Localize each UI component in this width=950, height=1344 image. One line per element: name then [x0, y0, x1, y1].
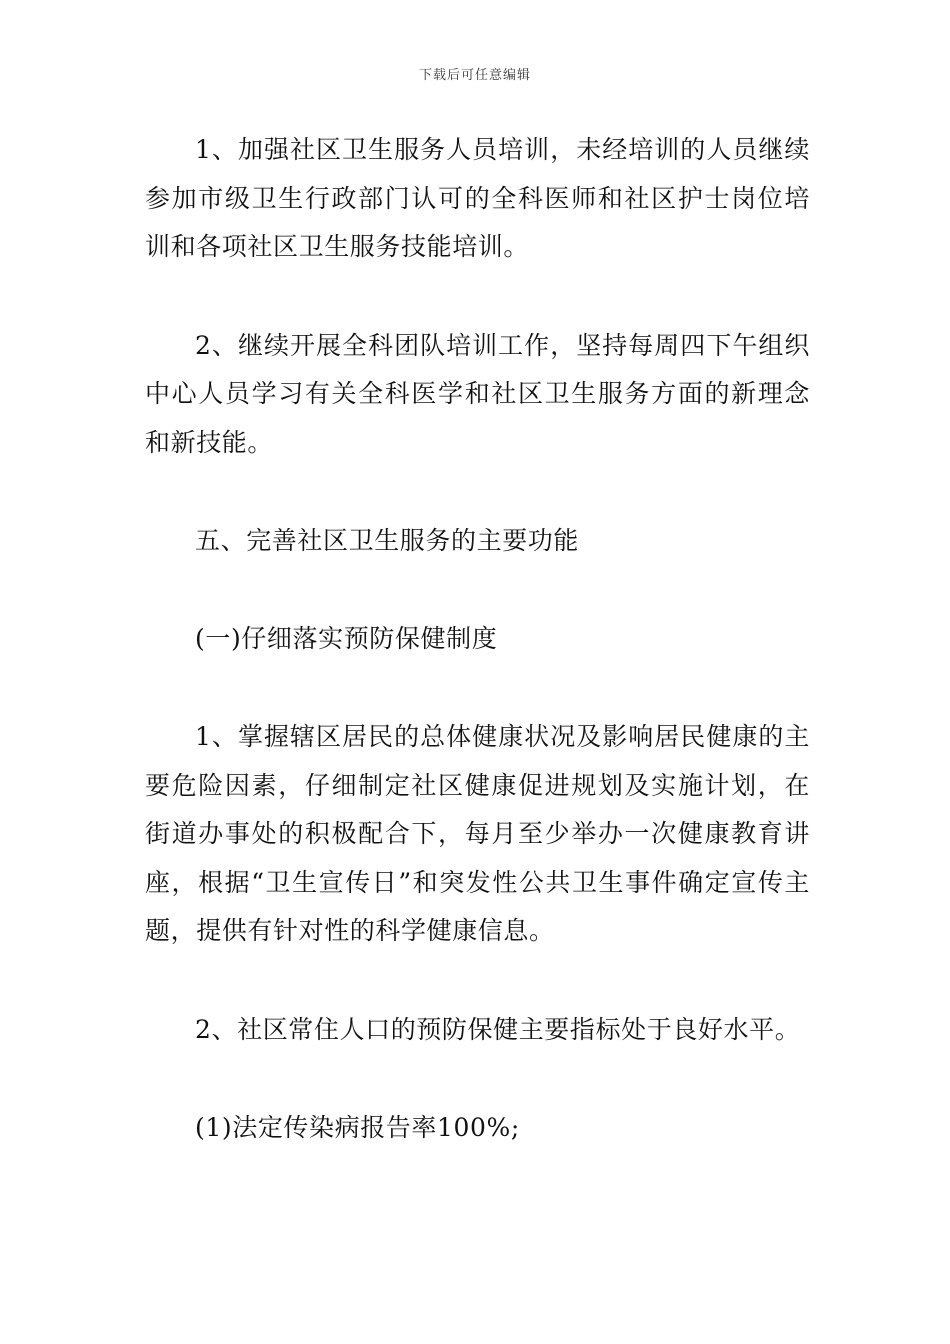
page-header: 下载后可任意编辑 [418, 68, 531, 83]
list-item-infectious-disease-rate: (1)法定传染病报告率100%; [195, 1113, 520, 1142]
subsection-heading-one: (一)仔细落实预防保健制度 [195, 623, 498, 653]
document-body [145, 126, 810, 1153]
paragraph-training-1: 1、加强社区卫生服务人员培训，未经培训的人员继续参加市级卫生行政部门认可的全科医师和社区护士岗位培训和各项社区卫生服务技能培训。 [145, 135, 810, 261]
section-heading-five: 五、完善社区卫生服务的主要功能 [195, 526, 580, 555]
paragraph-training-2: 2、继续开展全科团队培训工作，坚持每周四下午组织中心人员学习有关全科医学和社区卫生服务方面的新理念和新技能。 [145, 330, 810, 457]
paragraph-prevention-indicators: 2、社区常住人口的预防保健主要指标处于良好水平。 [195, 1014, 801, 1044]
paragraph-health-status: 1、掌握辖区居民的总体健康状况及影响居民健康的主要危险因素，仔细制定社区健康促进规划及实施计划，在街道办事处的积极配合下，每月至少举办一次健康教育讲座，根据“卫生宣传日”和突发性公共卫生事件确定宣传主题，提供有针对性的科学健康信息。 [145, 722, 810, 945]
